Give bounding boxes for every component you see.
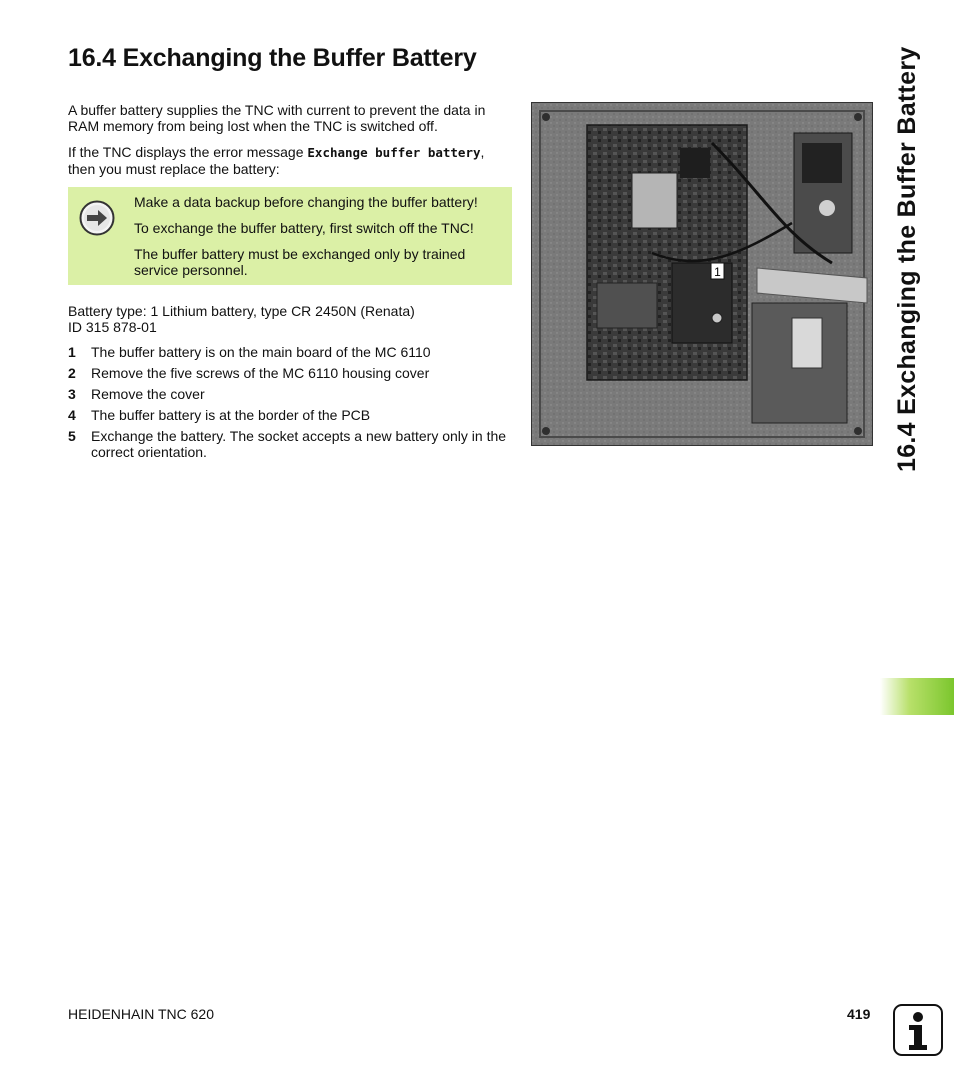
- intro-text: A buffer battery supplies the TNC with current to prevent the data in RAM memory from being lost when the TNC is switched off.: [68, 102, 486, 134]
- step-list: [68, 344, 514, 465]
- battery-id: ID 315 878-01: [68, 319, 157, 335]
- step-item: [68, 386, 514, 402]
- step-text: Remove the five screws of the MC 6110 housing cover: [91, 365, 430, 381]
- error-message: Exchange buffer battery: [307, 145, 481, 160]
- step-item: [68, 407, 514, 423]
- step-item: [68, 344, 514, 360]
- footer-product: HEIDENHAIN TNC 620: [68, 1006, 215, 1022]
- page-title: 16.4 Exchanging the Buffer Battery: [68, 44, 477, 72]
- error-text-before: If the TNC displays the error message: [68, 144, 308, 160]
- note-box: [68, 187, 512, 285]
- side-section-title: 16.4 Exchanging the Buffer Battery: [893, 46, 921, 472]
- battery-type: Battery type: 1 Lithium battery, type CR 2450N (Renata): [68, 303, 415, 319]
- step-number: 5: [68, 428, 76, 444]
- note-line: Make a data backup before changing the buffer battery!: [134, 194, 478, 210]
- battery-info: [68, 303, 514, 335]
- error-text-after: , then you must replace the battery:: [68, 144, 485, 177]
- step-item: [68, 365, 514, 381]
- step-number: 2: [68, 365, 76, 381]
- step-number: 4: [68, 407, 76, 423]
- arrow-right-icon: [79, 200, 115, 236]
- chapter-tab: [880, 678, 954, 715]
- note-line: The buffer battery must be exchanged only by trained service personnel.: [134, 246, 466, 278]
- note-line: To exchange the buffer battery, first switch off the TNC!: [134, 220, 474, 236]
- hardware-photo: [531, 102, 873, 446]
- step-text: The buffer battery is on the main board of the MC 6110: [91, 344, 431, 360]
- photo-callout-label: 1: [714, 265, 721, 279]
- step-number: 1: [68, 344, 76, 360]
- hardware-photo-drawing: [532, 103, 872, 445]
- intro-paragraph: [68, 102, 514, 134]
- info-icon: [893, 1004, 943, 1056]
- step-item: [68, 428, 514, 460]
- step-text: Exchange the battery. The socket accepts a new battery only in the correct orientation.: [91, 428, 507, 460]
- step-number: 3: [68, 386, 76, 402]
- step-text: The buffer battery is at the border of the PCB: [91, 407, 371, 423]
- note-lines: [134, 194, 504, 288]
- step-text: Remove the cover: [91, 386, 205, 402]
- page-number: 419: [847, 1006, 871, 1022]
- error-paragraph: [68, 144, 514, 177]
